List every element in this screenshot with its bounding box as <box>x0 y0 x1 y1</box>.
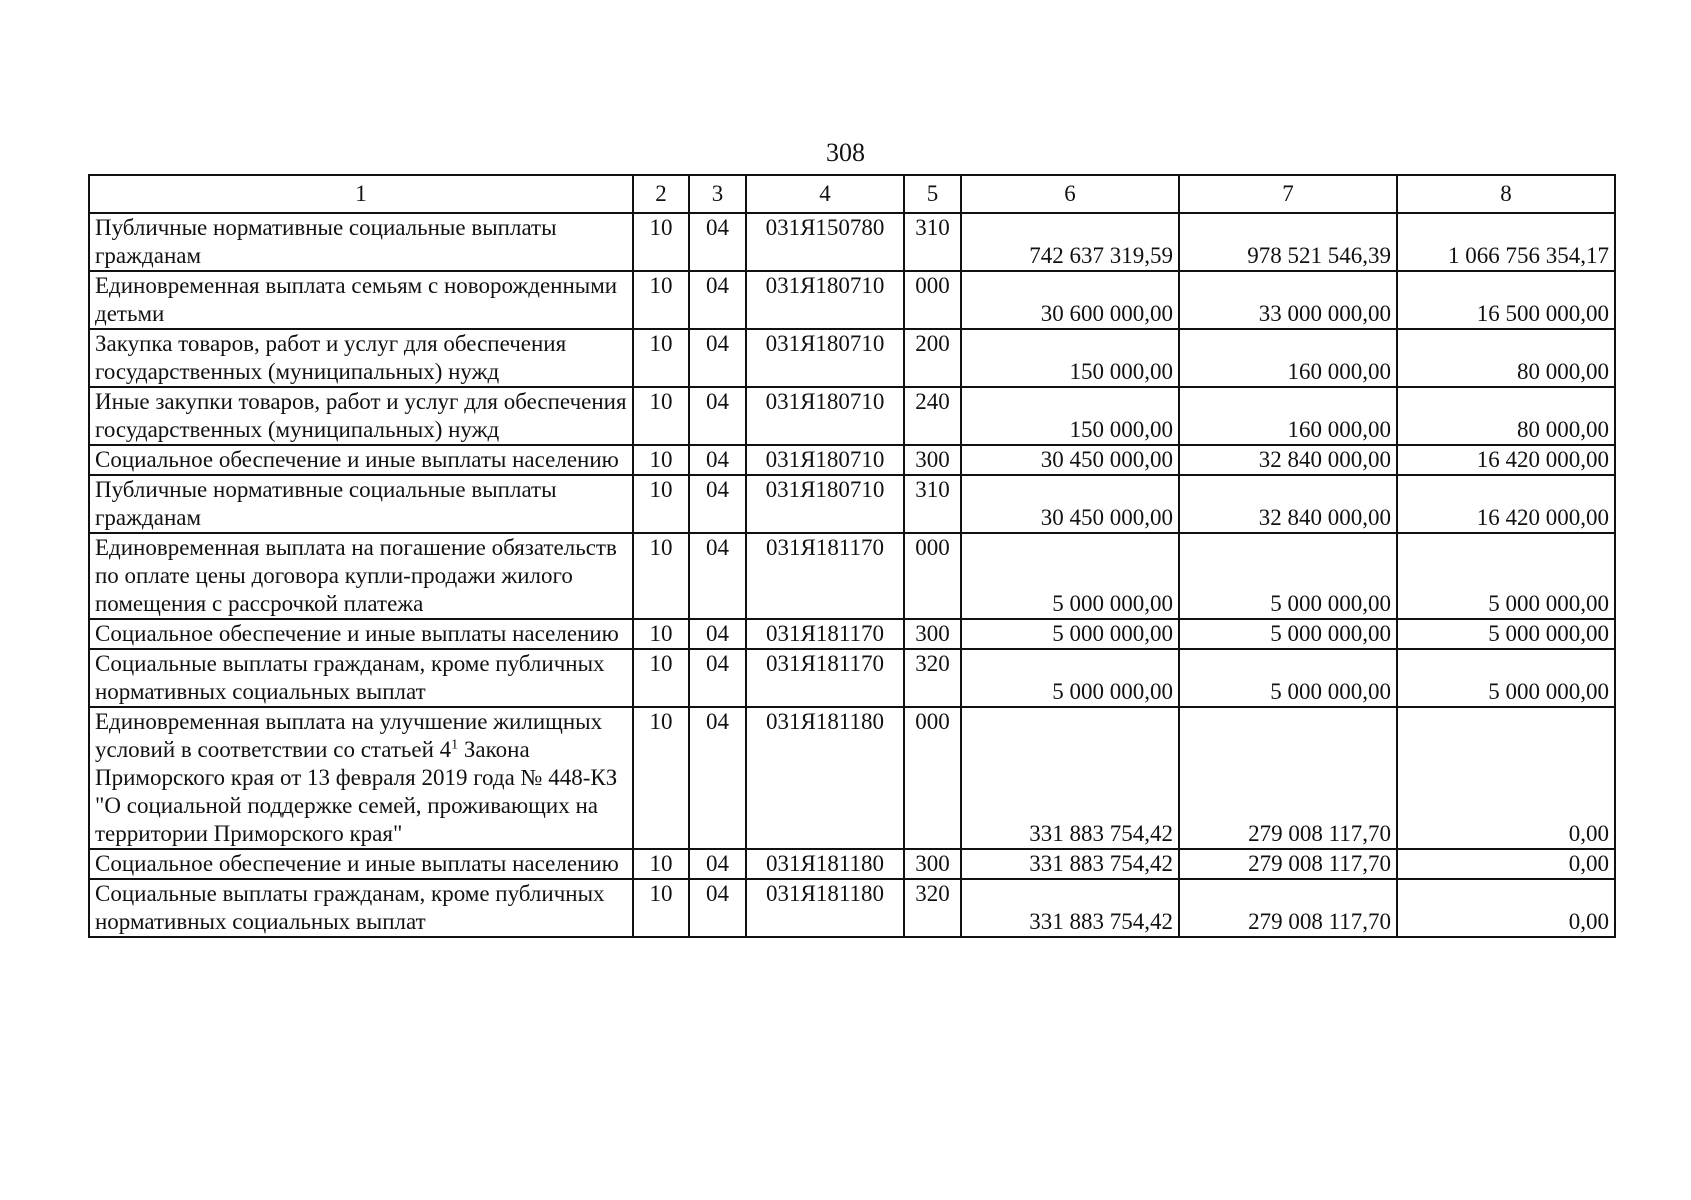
column-header: 7 <box>1179 175 1397 213</box>
amount-col-8: 5 000 000,00 <box>1397 533 1615 619</box>
amount-col-8: 80 000,00 <box>1397 329 1615 387</box>
row-name: Социальное обеспечение и иные выплаты населению <box>89 849 633 879</box>
amount-col-7: 33 000 000,00 <box>1179 271 1397 329</box>
amount-col-8: 16 500 000,00 <box>1397 271 1615 329</box>
expense-type-code: 310 <box>904 475 961 533</box>
amount-col-8: 1 066 756 354,17 <box>1397 213 1615 271</box>
budget-table <box>88 174 1616 938</box>
target-article-code: 031Я180710 <box>746 475 904 533</box>
amount-col-7: 32 840 000,00 <box>1179 445 1397 475</box>
subsection-code: 04 <box>689 849 746 879</box>
target-article-code: 031Я180710 <box>746 387 904 445</box>
section-code: 10 <box>633 475 689 533</box>
column-header: 2 <box>633 175 689 213</box>
expense-type-code: 300 <box>904 619 961 649</box>
subsection-code: 04 <box>689 533 746 619</box>
table-row <box>89 619 1615 649</box>
table-row <box>89 213 1615 271</box>
table-row <box>89 879 1615 937</box>
table-row <box>89 849 1615 879</box>
section-code: 10 <box>633 879 689 937</box>
row-name: Единовременная выплата на погашение обязательств по оплате цены договора купли-продажи жилого помещения с рассрочкой платежа <box>89 533 633 619</box>
amount-col-6: 5 000 000,00 <box>961 619 1179 649</box>
subsection-code: 04 <box>689 271 746 329</box>
amount-col-6: 742 637 319,59 <box>961 213 1179 271</box>
amount-col-7: 5 000 000,00 <box>1179 619 1397 649</box>
column-header: 4 <box>746 175 904 213</box>
column-header: 1 <box>89 175 633 213</box>
expense-type-code: 000 <box>904 271 961 329</box>
target-article-code: 031Я181170 <box>746 533 904 619</box>
target-article-code: 031Я181170 <box>746 649 904 707</box>
row-name: Единовременная выплата семьям с новорожденными детьми <box>89 271 633 329</box>
column-header: 8 <box>1397 175 1615 213</box>
row-name: Социальные выплаты гражданам, кроме публичных нормативных социальных выплат <box>89 649 633 707</box>
table-row <box>89 387 1615 445</box>
amount-col-6: 30 450 000,00 <box>961 475 1179 533</box>
amount-col-6: 150 000,00 <box>961 329 1179 387</box>
subsection-code: 04 <box>689 213 746 271</box>
amount-col-6: 5 000 000,00 <box>961 533 1179 619</box>
amount-col-8: 0,00 <box>1397 707 1615 849</box>
table-row <box>89 707 1615 849</box>
row-name: Публичные нормативные социальные выплаты гражданам <box>89 475 633 533</box>
table-row <box>89 329 1615 387</box>
expense-type-code: 300 <box>904 849 961 879</box>
subsection-code: 04 <box>689 475 746 533</box>
row-name: Закупка товаров, работ и услуг для обеспечения государственных (муниципальных) нужд <box>89 329 633 387</box>
column-header: 5 <box>904 175 961 213</box>
subsection-code: 04 <box>689 707 746 849</box>
amount-col-7: 5 000 000,00 <box>1179 649 1397 707</box>
row-name-superscript: 1 <box>451 737 459 753</box>
target-article-code: 031Я181180 <box>746 707 904 849</box>
amount-col-8: 80 000,00 <box>1397 387 1615 445</box>
subsection-code: 04 <box>689 879 746 937</box>
target-article-code: 031Я180710 <box>746 271 904 329</box>
row-name: Иные закупки товаров, работ и услуг для обеспечения государственных (муниципальных) нужд <box>89 387 633 445</box>
row-name <box>89 707 633 849</box>
target-article-code: 031Я181180 <box>746 849 904 879</box>
amount-col-8: 5 000 000,00 <box>1397 619 1615 649</box>
target-article-code: 031Я180710 <box>746 445 904 475</box>
row-name-part2: Закона Приморского края от 13 февраля 2019 года № 448-КЗ "О социальной поддержке семей, проживающих на территории Приморского края" <box>95 737 618 846</box>
target-article-code: 031Я150780 <box>746 213 904 271</box>
section-code: 10 <box>633 849 689 879</box>
amount-col-8: 16 420 000,00 <box>1397 445 1615 475</box>
expense-type-code: 320 <box>904 649 961 707</box>
section-code: 10 <box>633 271 689 329</box>
section-code: 10 <box>633 329 689 387</box>
amount-col-7: 160 000,00 <box>1179 329 1397 387</box>
amount-col-6: 331 883 754,42 <box>961 849 1179 879</box>
table-header-row <box>89 175 1615 213</box>
target-article-code: 031Я181180 <box>746 879 904 937</box>
amount-col-8: 0,00 <box>1397 849 1615 879</box>
subsection-code: 04 <box>689 445 746 475</box>
amount-col-7: 978 521 546,39 <box>1179 213 1397 271</box>
table-row <box>89 271 1615 329</box>
amount-col-6: 150 000,00 <box>961 387 1179 445</box>
expense-type-code: 320 <box>904 879 961 937</box>
amount-col-6: 30 600 000,00 <box>961 271 1179 329</box>
target-article-code: 031Я180710 <box>746 329 904 387</box>
table-row <box>89 649 1615 707</box>
amount-col-6: 30 450 000,00 <box>961 445 1179 475</box>
page-number: 308 <box>826 138 865 167</box>
amount-col-7: 279 008 117,70 <box>1179 849 1397 879</box>
column-header: 3 <box>689 175 746 213</box>
amount-col-6: 331 883 754,42 <box>961 707 1179 849</box>
expense-type-code: 000 <box>904 707 961 849</box>
row-name: Социальные выплаты гражданам, кроме публичных нормативных социальных выплат <box>89 879 633 937</box>
expense-type-code: 240 <box>904 387 961 445</box>
amount-col-7: 279 008 117,70 <box>1179 879 1397 937</box>
amount-col-7: 32 840 000,00 <box>1179 475 1397 533</box>
row-name: Социальное обеспечение и иные выплаты населению <box>89 445 633 475</box>
section-code: 10 <box>633 387 689 445</box>
amount-col-8: 16 420 000,00 <box>1397 475 1615 533</box>
row-name: Публичные нормативные социальные выплаты гражданам <box>89 213 633 271</box>
subsection-code: 04 <box>689 329 746 387</box>
column-header: 6 <box>961 175 1179 213</box>
section-code: 10 <box>633 707 689 849</box>
section-code: 10 <box>633 213 689 271</box>
amount-col-7: 5 000 000,00 <box>1179 533 1397 619</box>
amount-col-7: 279 008 117,70 <box>1179 707 1397 849</box>
expense-type-code: 300 <box>904 445 961 475</box>
amount-col-6: 331 883 754,42 <box>961 879 1179 937</box>
target-article-code: 031Я181170 <box>746 619 904 649</box>
section-code: 10 <box>633 619 689 649</box>
subsection-code: 04 <box>689 649 746 707</box>
section-code: 10 <box>633 649 689 707</box>
amount-col-8: 0,00 <box>1397 879 1615 937</box>
subsection-code: 04 <box>689 387 746 445</box>
expense-type-code: 000 <box>904 533 961 619</box>
amount-col-8: 5 000 000,00 <box>1397 649 1615 707</box>
amount-col-7: 160 000,00 <box>1179 387 1397 445</box>
table-row <box>89 475 1615 533</box>
subsection-code: 04 <box>689 619 746 649</box>
expense-type-code: 310 <box>904 213 961 271</box>
table-row <box>89 533 1615 619</box>
section-code: 10 <box>633 445 689 475</box>
amount-col-6: 5 000 000,00 <box>961 649 1179 707</box>
table-row <box>89 445 1615 475</box>
expense-type-code: 200 <box>904 329 961 387</box>
row-name-part1: Единовременная выплата на улучшение жилищных условий в соответствии со статьей 4 <box>95 709 603 762</box>
row-name: Социальное обеспечение и иные выплаты населению <box>89 619 633 649</box>
section-code: 10 <box>633 533 689 619</box>
